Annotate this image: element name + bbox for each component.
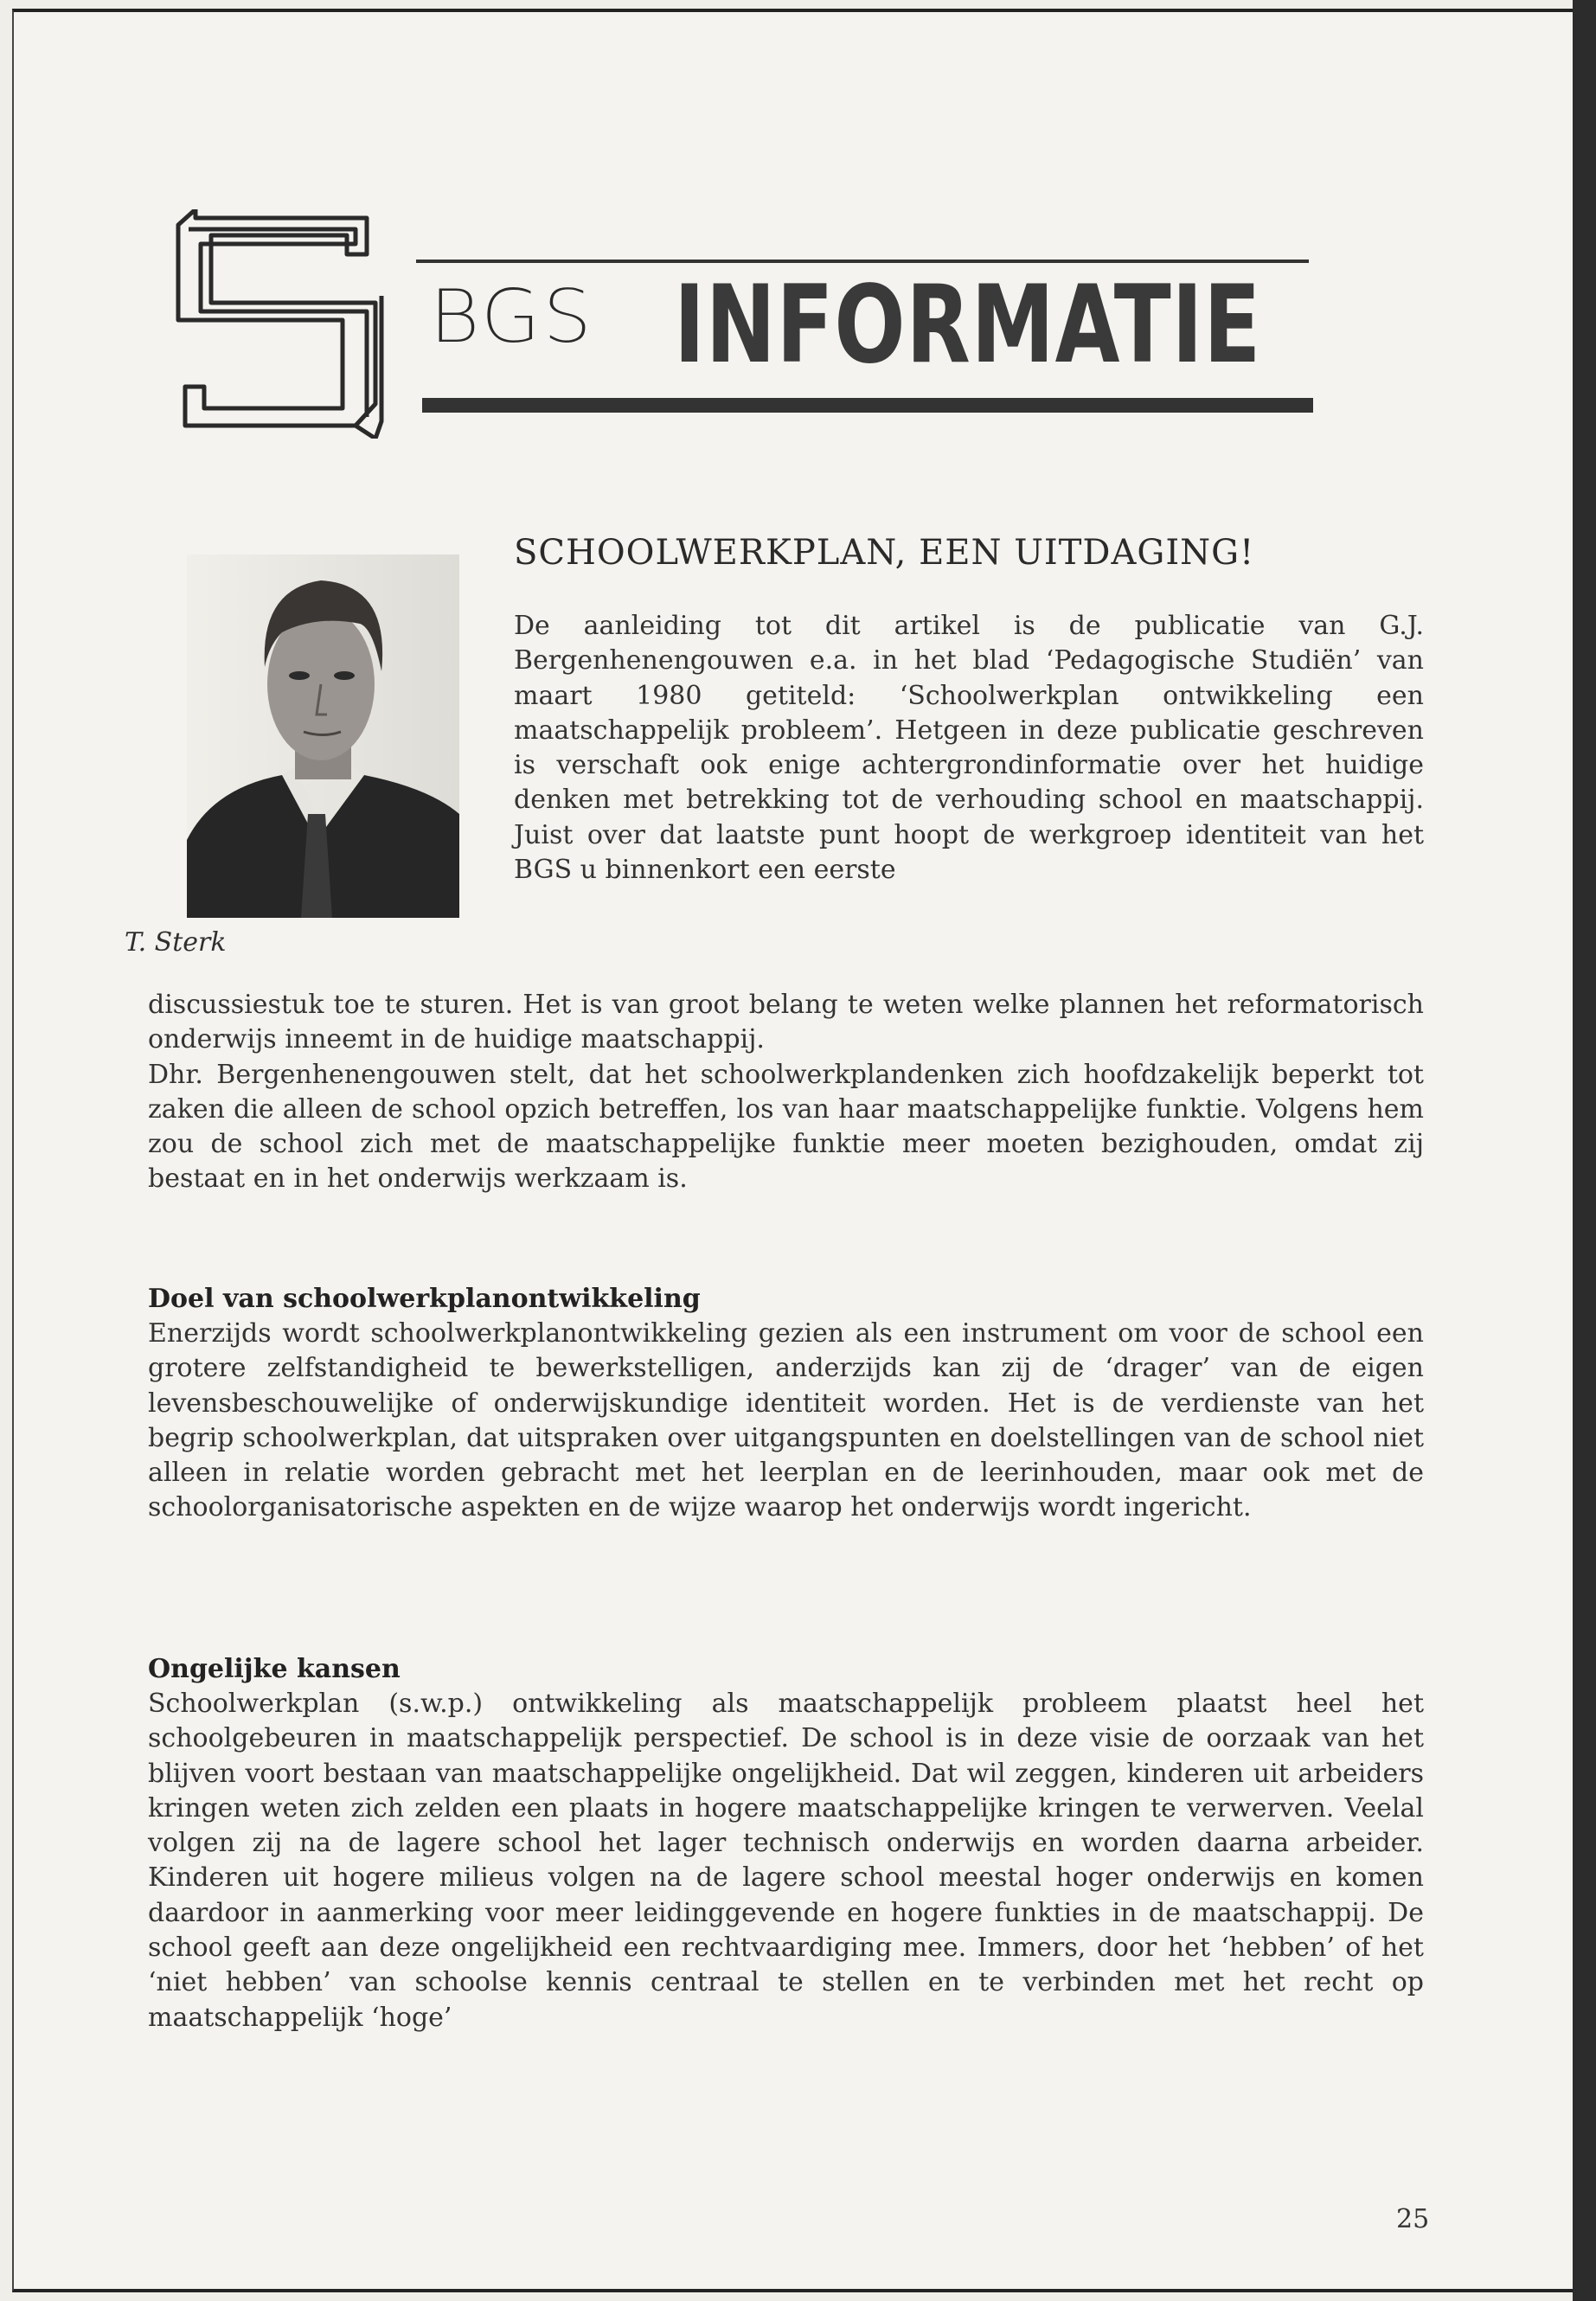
lede-continuation [148,988,1424,1197]
section-label: INFORMATIE [674,263,1262,388]
brand-label: BGS [429,273,594,361]
section-body: Enerzijds wordt schoolwerkplanontwikkeling gezien als een instrument om voor de school een grotere zelfstandigheid te bewerkstelligen, anderzijds kan zij de ‘drager’ van de eigen levensbeschouwelijke of onderwijskundige identiteit worden. Het is de verdienste van het begrip schoolwerkplan, dat uitspraken over uitgangspunten en doelstellingen van de school niet alleen in relatie worden gebracht met het leerplan en de leerinhouden, maar ook met de schoolorganisatorische aspekten en de wijze waarop het onderwijs wordt ingericht. [148,1318,1424,1523]
section-ongelijke-kansen [148,1652,1424,2035]
document-page [12,9,1580,2292]
section-heading: Doel van schoolwerkplanontwikkeling [148,1284,701,1314]
author-portrait-photo [187,554,459,918]
page-number: 25 [1396,2204,1430,2234]
photo-caption: T. Sterk [125,927,227,958]
section-body: Schoolwerkplan (s.w.p.) ontwikkeling als maatschappelijk probleem plaatst heel het schoolgebeuren in maatschappelijk perspectief. De school is in deze visie de oorzaak van het blijven voort bestaan van maatschappelijke ongelijkheid. Dat wil zeggen, kinderen uit arbeiders kringen weten zich zelden een plaats in hogere maatschappelijke kringen te verwerven. Veelal volgen zij na de lagere school het lager technisch onderwijs en worden daarna arbeider. Kinderen uit hogere milieus volgen na de lagere school meestal hoger onderwijs en komen daardoor in aanmerking voor meer leidinggevende en hogere funkties in de maatschappij. De school geeft aan deze ongelijkheid een rechtvaardiging mee. Immers, door het ‘hebben’ of het ‘niet hebben’ van schoolse kennis centraal te stellen en te verbinden met het recht op maatschappelijk ‘hoge’ [148,1689,1424,2033]
article-title: SCHOOLWERKPLAN, EEN UITDAGING! [514,533,1255,573]
scan-edge-right [1573,0,1596,2301]
header-rule-bottom [422,398,1313,413]
section-heading: Ongelijke kansen [148,1654,401,1684]
intro-paragraph: Dhr. Bergenhenengouwen stelt, dat het schoolwerkplandenken zich hoofdzakelijk beperkt tot zaken die alleen de school opzich betreffen, los van haar maatschappelijke funktie. Volgens hem zou de school zich met de maatschappelijke funktie meer moeten bezighouden, omdat zij bestaat en in het onderwijs werkzaam is. [148,1059,1424,1195]
section-doel [148,1282,1424,1526]
lede-continued-text: discussiestuk toe te sturen. Het is van groot belang te weten welke plannen het reformatorisch onderwijs inneemt in de huidige maatschappij. [148,990,1424,1055]
lede-paragraph: De aanleiding tot dit artikel is de publicatie van G.J. Bergenhenengouwen e.a. in het blad ‘Pedagogische Studiën’ van maart 1980 getiteld: ‘Schoolwerkplan ontwikkeling een maatschappelijk probleem’. Hetgeen in deze publicatie geschreven is verschaft ook enige achtergrondinformatie over het huidige denken met betrekking tot de verhouding school en maatschappij. Juist over dat laatste punt hoopt de werkgroep identiteit van het BGS u binnenkort een eerste [514,611,1424,886]
bgs-s-logo [170,209,386,439]
